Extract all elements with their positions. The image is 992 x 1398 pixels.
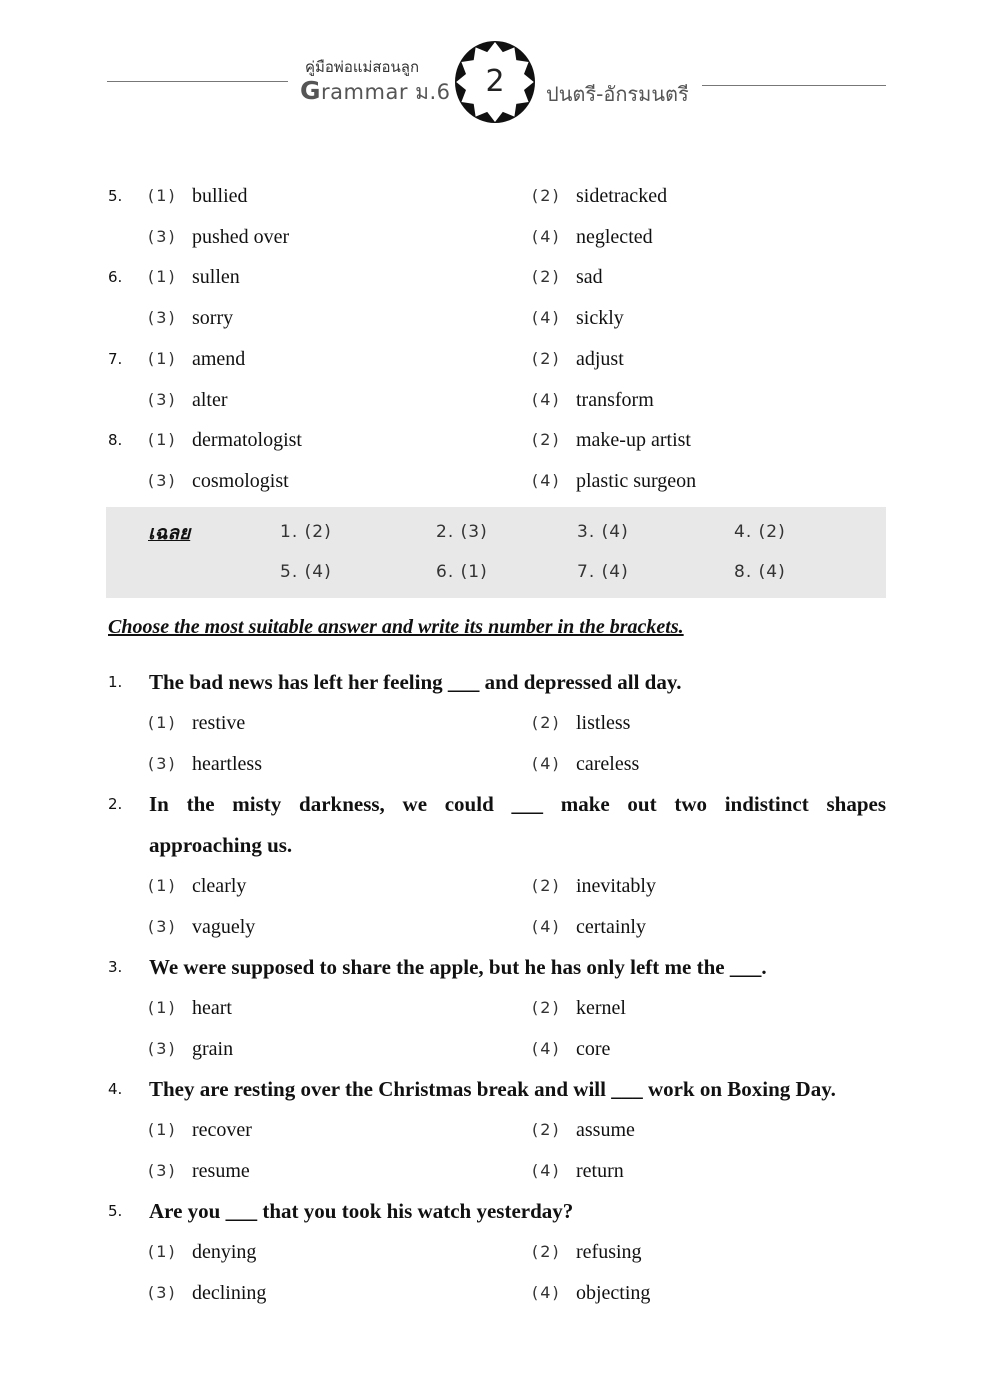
option-text: heart (192, 997, 232, 1019)
option-text: inevitably (576, 875, 656, 897)
option-number: (3) (148, 227, 177, 246)
option-text: bullied (192, 185, 248, 207)
option-row (0, 425, 992, 455)
option-number: (3) (148, 917, 177, 936)
option-number: (1) (148, 430, 177, 449)
answer-key-box (106, 507, 886, 598)
option-number: (3) (148, 308, 177, 327)
option-text: core (576, 1038, 611, 1060)
option-row (0, 708, 992, 738)
option-number: (2) (532, 713, 561, 732)
option-number: (3) (148, 1283, 177, 1302)
option-number: (1) (148, 1120, 177, 1139)
header-rule-right (702, 85, 886, 86)
option-number: (4) (532, 308, 561, 327)
option-number: (4) (532, 471, 561, 490)
question-text-line2: approaching us. (149, 833, 293, 857)
option-number: (1) (148, 876, 177, 895)
question-number: 6. (108, 268, 123, 286)
option-row (0, 1237, 992, 1267)
option-number: (1) (148, 186, 177, 205)
option-number: (4) (532, 1039, 561, 1058)
option-row (0, 871, 992, 901)
option-number: (2) (532, 1242, 561, 1261)
question-text-line1: In the misty darkness, we could ___ make out two indistinct shapes (149, 792, 886, 816)
option-row (0, 303, 992, 333)
option-text: return (576, 1160, 624, 1182)
option-row (0, 1156, 992, 1186)
option-number: (1) (148, 713, 177, 732)
question-number: 2. (108, 795, 123, 813)
option-row (0, 912, 992, 942)
question-text: We were supposed to share the apple, but he has only left me the ___. (149, 955, 767, 979)
option-text: heartless (192, 753, 262, 775)
option-number: (4) (532, 917, 561, 936)
option-row (0, 1115, 992, 1145)
answer-item: 3. (4) (577, 522, 629, 542)
option-text: grain (192, 1038, 234, 1060)
option-number: (2) (532, 1120, 561, 1139)
option-number: (4) (532, 1283, 561, 1302)
question-number: 5. (108, 1202, 123, 1220)
option-text: careless (576, 753, 640, 775)
option-text: denying (192, 1241, 257, 1263)
option-number: (2) (532, 267, 561, 286)
option-number: (4) (532, 1161, 561, 1180)
option-number: (3) (148, 390, 177, 409)
option-number: (2) (532, 876, 561, 895)
option-text: make-up artist (576, 429, 691, 451)
option-text: neglected (576, 226, 653, 248)
question-text: The bad news has left her feeling ___ and depressed all day. (149, 670, 682, 694)
option-row (0, 222, 992, 252)
option-row (0, 181, 992, 211)
question-number: 8. (108, 431, 123, 449)
question-text: They are resting over the Christmas break and will ___ work on Boxing Day. (149, 1077, 836, 1101)
option-text: recover (192, 1119, 252, 1141)
option-text: sickly (576, 307, 624, 329)
option-text: cosmologist (192, 470, 289, 492)
question-number: 4. (108, 1080, 123, 1098)
option-text: certainly (576, 916, 646, 938)
option-row (0, 262, 992, 292)
option-text: plastic surgeon (576, 470, 697, 492)
option-text: resume (192, 1160, 250, 1182)
option-number: (3) (148, 471, 177, 490)
answer-item: 6. (1) (436, 562, 488, 582)
option-number: (2) (532, 349, 561, 368)
option-number: (3) (148, 1039, 177, 1058)
option-row (0, 749, 992, 779)
option-row (0, 1034, 992, 1064)
option-number: (2) (532, 186, 561, 205)
option-text: refusing (576, 1241, 642, 1263)
option-number: (3) (148, 1161, 177, 1180)
answer-item: 1. (2) (280, 522, 332, 542)
option-row (0, 466, 992, 496)
option-row (0, 385, 992, 415)
option-row (0, 993, 992, 1023)
option-number: (4) (532, 227, 561, 246)
book-subtitle: คู่มือพ่อแม่สอนลูก (305, 58, 420, 76)
option-text: objecting (576, 1282, 651, 1304)
question-number: 1. (108, 673, 123, 691)
answer-item: 2. (3) (436, 522, 488, 542)
option-number: (4) (532, 754, 561, 773)
option-text: assume (576, 1119, 635, 1141)
option-text: declining (192, 1282, 267, 1304)
option-text: clearly (192, 875, 247, 897)
option-number: (1) (148, 267, 177, 286)
option-number: (2) (532, 430, 561, 449)
instruction: Choose the most suitable answer and write its number in the brackets. (108, 616, 684, 638)
option-row (0, 344, 992, 374)
option-text: dermatologist (192, 429, 302, 451)
option-text: kernel (576, 997, 626, 1019)
option-text: vaguely (192, 916, 256, 938)
option-number: (3) (148, 754, 177, 773)
question-number: 3. (108, 958, 123, 976)
option-number: (1) (148, 349, 177, 368)
option-number: (1) (148, 1242, 177, 1261)
question-text: Are you ___ that you took his watch yesterday? (149, 1199, 574, 1223)
option-row (0, 1278, 992, 1308)
section-title: ปนตรี-อักรมนตรี (546, 82, 689, 106)
option-text: sidetracked (576, 185, 668, 207)
option-text: sullen (192, 266, 240, 288)
option-text: sad (576, 266, 603, 288)
option-number: (2) (532, 998, 561, 1017)
question-number: 7. (108, 350, 123, 368)
option-number: (1) (148, 998, 177, 1017)
option-text: transform (576, 389, 654, 411)
header-rule-left (107, 81, 288, 82)
book-title (300, 76, 451, 109)
book-title-initial: G (300, 76, 322, 105)
option-text: alter (192, 389, 228, 411)
answer-item: 7. (4) (577, 562, 629, 582)
book-title-rest: rammar ม.6 (321, 80, 451, 104)
answer-item: 4. (2) (734, 522, 786, 542)
question-number: 5. (108, 187, 123, 205)
option-text: listless (576, 712, 631, 734)
option-text: pushed over (192, 226, 290, 248)
page-number: 2 (485, 64, 505, 99)
answer-item: 8. (4) (734, 562, 786, 582)
answer-key-title: เฉลย (148, 522, 191, 544)
option-number: (4) (532, 390, 561, 409)
option-text: amend (192, 348, 246, 370)
option-text: restive (192, 712, 246, 734)
option-text: adjust (576, 348, 624, 370)
answer-item: 5. (4) (280, 562, 332, 582)
option-text: sorry (192, 307, 234, 329)
